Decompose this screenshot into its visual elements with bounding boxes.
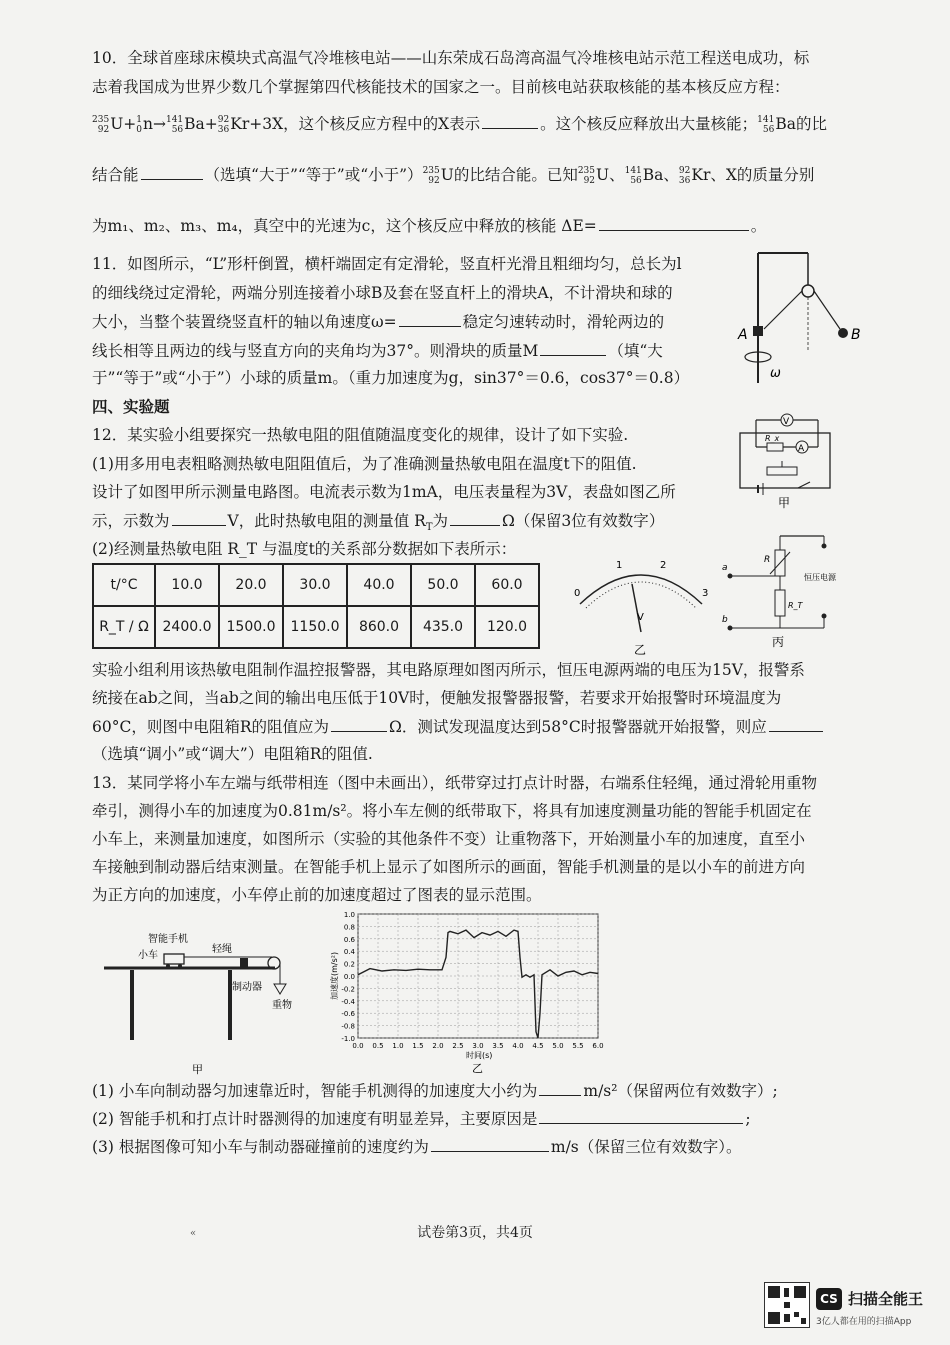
fig-jia-label-2: 甲 <box>192 1063 203 1076</box>
camscanner-logo: CS <box>816 1288 842 1310</box>
label-car: 小车 <box>138 950 158 961</box>
q12-line-3: 设计了如图甲所示测量电路图。电流表示数为1mA，电压表量程为3V，表盘如图乙所 <box>92 483 676 501</box>
acceleration-chart <box>330 906 610 1075</box>
table-row <box>93 564 539 606</box>
answer-blank-binding[interactable] <box>141 165 203 180</box>
label-brake: 制动器 <box>232 982 262 993</box>
dial-tick-1: 1 <box>616 560 623 571</box>
scanner-tagline: 3亿人都在用的扫描App <box>816 1317 912 1327</box>
q13-subquestion-1: (1) 小车向制动器匀加速靠近时，智能手机测得的加速度大小约为 m/s²（保留两位有效数字）; <box>92 1082 778 1100</box>
brake-icon <box>240 958 248 968</box>
slider-a <box>753 326 763 336</box>
answer-blank-phone-accel[interactable] <box>539 1081 581 1096</box>
q13-subquestion-3: (3) 根据图像可知小车与制动器碰撞前的速度约为 m/s（保留三位有效数字）。 <box>92 1138 742 1156</box>
answer-blank-mass[interactable] <box>540 341 606 356</box>
fig-yi-label: 乙 <box>634 643 647 657</box>
chart-x-tick-label: 5.0 <box>552 1042 564 1050</box>
q13-line-4: 车接触到制动器后结束测量。在智能手机上显示了如图所示的画面，智能手机测量的是以小车的前进方向 <box>92 858 806 876</box>
chart-x-tick-label: 2.5 <box>452 1042 464 1050</box>
dial-unit: V <box>637 612 644 623</box>
label-omega: ω <box>770 366 781 381</box>
chart-x-tick-label: 2.0 <box>432 1042 444 1050</box>
alarm-circuit-figure <box>722 528 852 653</box>
svg-text:V: V <box>783 417 790 427</box>
label-phone: 智能手机 <box>148 934 188 945</box>
q12-line-4: 示，示数为 V，此时热敏电阻的测量值 $R_T$为 Ω（保留3位有效数字） <box>92 512 665 534</box>
q10-line-5: 为m₁、m₂、m₃、m₄，真空中的光速为c，这个核反应中释放的核能 ΔE= 。 <box>92 217 767 235</box>
dial-needle <box>632 584 641 632</box>
ba141-nuclide-2: 141 56 <box>757 115 775 135</box>
svg-text:R: R <box>764 555 771 565</box>
ba141-nuclide-3: 141 56 <box>624 166 642 186</box>
svg-text:R_x: R_x <box>765 434 780 443</box>
chart-y-label: 加速度(m/s²) <box>330 951 339 1000</box>
q11-line-4: 线长相等且两边的线与竖直方向的夹角均为37°。则滑块的质量M （填“大 <box>92 342 663 360</box>
table-cell: 40.0 <box>347 564 411 606</box>
chart-y-tick-label: 0.6 <box>343 935 355 944</box>
ball-b <box>838 328 848 338</box>
svg-text:a: a <box>722 563 728 573</box>
rheostat <box>767 467 797 475</box>
q11-line-3: 大小，当整个装置绕竖直杆的轴以角速度ω= 稳定匀速转动时，滑轮两边的 <box>92 313 665 331</box>
fig-jia-label: 甲 <box>778 496 791 510</box>
u235-nuclide-2: 235 92 <box>422 166 440 186</box>
answer-blank-resistance[interactable] <box>450 511 500 526</box>
chart-x-tick-label: 5.5 <box>572 1042 584 1050</box>
chart-x-tick-label: 3.0 <box>472 1042 484 1050</box>
voltmeter-dial-figure <box>566 552 716 658</box>
table-cell: 860.0 <box>347 606 411 648</box>
q12-line-8: 60°C，则图中电阻箱R的阻值应为 Ω．测试发现温度达到58°C时报警器就开始报警，则应 <box>92 717 825 737</box>
table-cell: 60.0 <box>475 564 539 606</box>
q13-line-5: 为正方向的加速度，小车停止前的加速度超过了图表的显示范围。 <box>92 886 542 904</box>
q10-line-2: 志着我国成为世界少数几个掌握第四代核能技术的国家之一。目前核电站获取核能的基本核反应方程： <box>92 78 790 96</box>
dial-tick-3: 3 <box>702 588 709 599</box>
neutron-nuclide: 1 0 <box>136 115 142 135</box>
q12-line-2: (1)用多用电表粗略测热敏电阻阻值后，为了准确测量热敏电阻在温度t下的阻值. <box>92 455 637 473</box>
chart-y-tick-label: -0.2 <box>341 985 355 994</box>
constant-voltage-label: 恒压电源 <box>804 573 836 582</box>
q10-line-4: 结合能 （选填“大于”“等于”或“小于”） 235 92 U的比结合能。已知 235 92 U、 141 56 Ba、 92 36 Kr、X的质量分别 <box>92 166 815 186</box>
circuit-jia-figure <box>732 405 842 510</box>
chart-y-ticks <box>341 911 355 1043</box>
page-footer: 试卷第3页，共4页 <box>417 1225 533 1241</box>
q12-line-5: (2)经测量热敏电阻 R_T 与温度t的关系部分数据如下表所示： <box>92 540 517 558</box>
chart-y-tick-label: -1.0 <box>341 1035 355 1043</box>
q11-line-2: 的细线绕过定滑轮，两端分别连接着小球B及套在竖直杆上的滑块A，不计滑块和球的 <box>92 284 673 302</box>
fig-bing-label: 丙 <box>772 635 785 649</box>
chart-x-tick-label: 1.0 <box>392 1042 404 1050</box>
answer-blank-energy[interactable] <box>599 216 749 231</box>
q11-line-1: 11．如图所示，“L”形杆倒置，横杆端固定有定滑轮，竖直杆光滑且粗细均匀，总长为l <box>92 255 682 273</box>
table-cell: 2400.0 <box>155 606 219 648</box>
table-row <box>93 606 539 648</box>
answer-blank-omega[interactable] <box>399 312 461 327</box>
cart-setup-figure <box>100 928 300 1078</box>
section-title-experiment: 四、实验题 <box>92 398 170 416</box>
weight-icon <box>274 984 286 994</box>
answer-blank-adjust[interactable] <box>769 717 823 732</box>
q10-line-1: 10．全球首座球床模块式高温气冷堆核电站——山东荣成石岛湾高温气冷堆核电站示范工程送电成功，标 <box>92 49 810 67</box>
pulley-icon <box>802 285 814 297</box>
q13-line-3: 小车上，来测量加速度，如图所示（实验的其他条件不变）让重物落下，开始测量小车的加速度，直至小 <box>92 830 806 848</box>
u235-nuclide-3: 235 92 <box>577 166 596 186</box>
svg-text:b: b <box>722 615 728 625</box>
chart-x-tick-label: 3.5 <box>492 1042 504 1050</box>
chart-y-tick-label: 0.4 <box>343 948 355 957</box>
chart-y-tick-label: -0.6 <box>341 1010 355 1019</box>
q12-line-9: （选填“调小”或“调大”）电阻箱R的阻值. <box>92 745 373 763</box>
u235-nuclide: 235 92 <box>92 115 110 135</box>
dial-tick-0: 0 <box>574 588 581 599</box>
l-rod-pulley-figure <box>730 245 870 395</box>
q12-line-6: 实验小组利用该热敏电阻制作温控报警器，其电路原理如图丙所示，恒压电源两端的电压为15V，报警系 <box>92 661 805 679</box>
chart-y-tick-label: -0.4 <box>341 997 355 1006</box>
chart-y-tick-label: 0.2 <box>343 960 355 969</box>
chart-x-tick-label: 6.0 <box>592 1042 604 1050</box>
switch-icon <box>798 482 810 488</box>
answer-blank-velocity[interactable] <box>431 1137 549 1152</box>
table-cell: 1500.0 <box>219 606 283 648</box>
ba141-nuclide: 141 56 <box>165 115 184 135</box>
chart-grid <box>358 914 598 1038</box>
q13-line-1: 13．某同学将小车左端与纸带相连（图中未画出），纸带穿过打点计时器，右端系住轻绳，通过滑轮用重物 <box>92 774 817 792</box>
chart-x-tick-label: 1.5 <box>412 1042 424 1050</box>
table-cell: 1150.0 <box>283 606 347 648</box>
table-header-t: t/°C <box>93 564 155 606</box>
dial-tick-2: 2 <box>660 560 667 571</box>
table-cell: 435.0 <box>411 606 475 648</box>
chart-y-tick-label: -0.8 <box>341 1022 355 1031</box>
table-header-rt: R_T / Ω <box>93 606 155 648</box>
table-cell: 50.0 <box>411 564 475 606</box>
label-a: A <box>738 327 748 343</box>
q10-equation-line: 235 92 U+ 1 0 n→ 141 56 Ba+ 92 36 Kr+3X，这个核反应方程中的X表示 。这个核反应释放出大量核能； 141 56 Ba的比 <box>92 115 827 135</box>
thermistor-data-table <box>92 563 540 649</box>
table-cell: 30.0 <box>283 564 347 606</box>
table-cell: 10.0 <box>155 564 219 606</box>
chart-x-tick-label: 4.5 <box>532 1042 544 1050</box>
svg-text:A: A <box>798 444 805 454</box>
thermistor <box>775 590 785 616</box>
scanner-brand: 扫描全能王 <box>848 1290 924 1308</box>
cart-icon <box>164 954 184 964</box>
table-cell: 120.0 <box>475 606 539 648</box>
chart-y-tick-label: 1.0 <box>343 911 355 919</box>
chart-x-tick-label: 0.5 <box>372 1042 384 1050</box>
q13-line-2: 牵引，测得小车的加速度为0.81m/s²。将小车左侧的纸带取下，将具有加速度测量功能的智能手机固定在 <box>92 802 812 820</box>
answer-blank-box-resistance[interactable] <box>331 717 387 732</box>
answer-blank-reason[interactable] <box>539 1109 743 1124</box>
chart-x-tick-label: 4.0 <box>512 1042 524 1050</box>
chart-x-label: 时间(s) <box>466 1051 493 1060</box>
chart-y-tick-label: 0.0 <box>343 973 355 981</box>
chart-y-tick-label: 0.8 <box>343 923 355 932</box>
q12-line-7: 统接在ab之间，当ab之间的输出电压低于10V时，便触发报警器报警，若要求开始报警时环境温度为 <box>92 689 782 707</box>
stray-mark: « <box>190 1228 197 1239</box>
svg-text:R_T: R_T <box>788 601 803 610</box>
kr92-nuclide: 92 36 <box>217 115 230 135</box>
chart-x-ticks <box>352 1042 603 1050</box>
q12-line-1: 12．某实验小组要探究一热敏电阻的阻值随温度变化的规律，设计了如下实验. <box>92 426 629 444</box>
qr-code-icon <box>764 1282 810 1328</box>
answer-blank-voltage[interactable] <box>172 511 226 526</box>
chart-x-tick-label: 0.0 <box>352 1042 364 1050</box>
q13-subquestion-2: (2) 智能手机和打点计时器测得的加速度有明显差异，主要原因是 ; <box>92 1110 751 1128</box>
table-cell: 20.0 <box>219 564 283 606</box>
kr92-nuclide-2: 92 36 <box>678 166 691 186</box>
label-weight: 重物 <box>272 1000 292 1011</box>
answer-blank-x[interactable] <box>482 114 538 129</box>
label-rope: 轻绳 <box>212 944 232 955</box>
label-b: B <box>851 327 861 343</box>
q11-line-5: 于”“等于”或“小于”）小球的质量m。（重力加速度为g，sin37°＝0.6，cos37°＝0.8） <box>92 369 690 387</box>
fig-yi-label-2: 乙 <box>472 1062 483 1075</box>
